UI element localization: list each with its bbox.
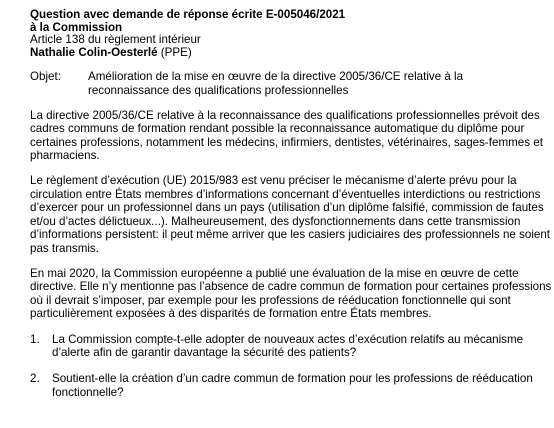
document-body [30, 8, 552, 399]
paragraph-line: cadres communs de formation rendant possible la reconnaissance automatique du diplôme pour [30, 122, 525, 136]
paragraph-line: et/ou d’actes délictueux...). Malheureusement, des dysfonctionnements dans cette transmission [30, 214, 521, 228]
paragraph-line: circulation entre États membres d’informations concernant d’éventuelles interdictions ou restrictions [30, 187, 541, 201]
author-line [30, 47, 544, 60]
question-item [30, 372, 544, 399]
paragraph-line: d’informations persistent: il peut même arriver que les casiers judiciaires des professionnels ne soient [30, 228, 551, 242]
subject-text [88, 70, 544, 97]
question-line: La Commission compte-t-elle adopter de nouveaux actes d’exécution relatifs au mécanisme [52, 332, 524, 346]
author-group: (PPE) [157, 45, 192, 59]
question-line: d’alerte afin de garantir davantage la sécurité des patients? [52, 346, 357, 360]
subject-line: Amélioration de la mise en œuvre de la directive 2005/36/CE relative à la [88, 70, 464, 84]
question-text [52, 333, 544, 360]
paragraph-line: La directive 2005/36/CE relative à la reconnaissance des qualifications professionnelles prévoit des [30, 108, 540, 122]
subject-block [30, 70, 544, 97]
question-title: Question avec demande de réponse écrite E-005046/2021 [30, 8, 346, 21]
question-line: Soutient-elle la création d’un cadre commun de formation pour les professions de rééducation [52, 372, 533, 386]
rule-reference: Article 138 du règlement intérieur [30, 33, 201, 47]
subject-line: reconnaissance des qualifications professionnelles [88, 83, 349, 97]
paragraph-line: pas transmis. [30, 241, 99, 255]
subject-label: Objet: [30, 70, 61, 84]
recipient: à la Commission [30, 20, 123, 34]
paragraph-evaluation [30, 266, 552, 321]
paragraph-line: directive. Elle n’y mentionne pas l’absence de cadre commun de formation pour certaines professions [30, 280, 552, 294]
paragraph-directive [30, 109, 544, 163]
paragraph-line: Le règlement d’exécution (UE) 2015/983 est venu préciser le mécanisme d’alerte prévu pour la [30, 173, 517, 187]
question-line: fonctionnelle? [52, 385, 124, 399]
paragraph-line: où il devrait s’imposer, par exemple pour les professions de rééducation fonctionnelle qui sont [30, 293, 511, 307]
question-item [30, 333, 544, 360]
question-text [52, 372, 544, 399]
document-header [30, 9, 544, 59]
question-number: 2. [30, 372, 40, 386]
paragraph-line: En mai 2020, la Commission européenne a publié une évaluation de la mise en œuvre de cette [30, 266, 519, 280]
author-name: Nathalie Colin-Oesterlé [30, 45, 158, 59]
paragraph-line: d’exercer pour un professionnel dans un pays (utilisation d’un diplôme falsifié, commission de fautes [30, 201, 544, 215]
paragraph-regulation [30, 173, 551, 256]
paragraph-line: certaines professions, notamment les médecins, infirmiers, dentistes, vétérinaires, sages-femmes et [30, 135, 543, 149]
question-number: 1. [30, 332, 40, 346]
paragraph-line: particulièrement exposées à des disparités de formation entre États membres. [30, 307, 432, 321]
paragraph-line: pharmaciens. [30, 149, 100, 163]
